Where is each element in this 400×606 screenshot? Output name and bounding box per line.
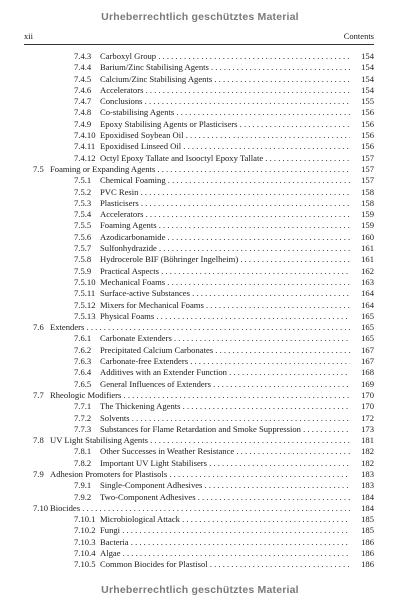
toc-subsection-entry <box>24 537 374 548</box>
toc-entry-number: 7.6.2 <box>74 344 92 355</box>
toc-entry-number: 7.7.3 <box>74 423 92 434</box>
toc-entry-page: 173 <box>361 423 374 434</box>
toc-entry-title: Calcium/Zinc Stabilising Agents . . . <box>100 74 350 85</box>
toc-entry-title: Co-stabilising Agents . . . <box>100 107 350 118</box>
toc-entry-page: 183 <box>361 480 374 491</box>
toc-entry-title: Biocides . . . <box>50 503 350 514</box>
toc-entry-number: 7.6.5 <box>74 378 92 389</box>
page-header <box>24 31 374 41</box>
toc-entry-page: 154 <box>361 84 374 95</box>
toc-entry-page: 165 <box>361 322 374 333</box>
header-rule <box>24 44 374 45</box>
toc-entry-page: 154 <box>361 62 374 73</box>
toc-entry-page: 158 <box>361 186 374 197</box>
toc-entry-page: 156 <box>361 130 374 141</box>
toc-entry-title: Physical Foams . . . <box>100 311 350 322</box>
toc-entry-title: Accelerators . . . <box>100 209 350 220</box>
toc-entry-title: Adhesion Promoters for Plastisols . . . <box>50 469 350 480</box>
toc-subsection-entry <box>24 119 374 130</box>
toc-entry-title: Conclusions . . . <box>100 96 350 107</box>
toc-entry-number: 7.4.9 <box>74 118 92 129</box>
toc-entry-title: Barium/Zinc Stabilising Agents . . . <box>100 62 350 73</box>
toc-entry-number: 7.10.2 <box>74 525 96 536</box>
toc-entry-page: 155 <box>361 96 374 107</box>
toc-entry-title: PVC Resin . . . <box>100 187 350 198</box>
toc-subsection-entry <box>24 345 374 356</box>
toc-entry-page: 157 <box>361 175 374 186</box>
toc-entry-page: 161 <box>361 243 374 254</box>
toc-section-entry <box>24 435 374 446</box>
toc-subsection-entry <box>24 74 374 85</box>
toc-subsection-entry <box>24 220 374 231</box>
toc-entry-title: Common Biocides for Plastisol . . . <box>100 559 350 570</box>
toc-entry-page: 186 <box>361 559 374 570</box>
toc-entry-number: 7.5 <box>33 163 44 174</box>
toc-entry-title: Two-Component Adhesives . . . <box>100 492 350 503</box>
toc-subsection-entry <box>24 413 374 424</box>
toc-entry-title: Important UV Light Stabilisers . . . <box>100 458 350 469</box>
toc-entry-title: UV Light Stabilising Agents . . . <box>50 435 350 446</box>
toc-entry-title: Epoxy Stabilising Agents or Plasticisers . . . <box>100 119 350 130</box>
toc-section-entry <box>24 322 374 333</box>
toc-entry-number: 7.4.4 <box>74 62 92 73</box>
toc-entry-number: 7.8.2 <box>74 457 92 468</box>
toc-entry-number: 7.9.2 <box>74 491 92 502</box>
toc-subsection-entry <box>24 243 374 254</box>
toc-entry-number: 7.4.6 <box>74 84 92 95</box>
toc-subsection-entry <box>24 401 374 412</box>
toc-entry-title: Practical Aspects . . . <box>100 266 350 277</box>
toc-entry-number: 7.4.7 <box>74 96 92 107</box>
toc-subsection-entry <box>24 266 374 277</box>
toc-entry-number: 7.4.8 <box>74 107 92 118</box>
toc-entry-page: 164 <box>361 299 374 310</box>
toc-entry-title: Single-Component Adhesives . . . <box>100 480 350 491</box>
page-number: xii <box>24 31 33 41</box>
toc-entry-number: 7.10.1 <box>74 514 96 525</box>
toc-entry-title: The Thickening Agents . . . <box>100 401 350 412</box>
toc-entry-title: Precipitated Calcium Carbonates . . . <box>100 345 350 356</box>
toc-entry-page: 186 <box>361 548 374 559</box>
toc-entry-number: 7.5.12 <box>74 299 96 310</box>
toc-subsection-entry <box>24 548 374 559</box>
toc-entry-title: Chemical Foaming . . . <box>100 175 350 186</box>
toc-entry-title: Rheologic Modifiers . . . <box>50 390 350 401</box>
running-title: Contents <box>343 31 374 41</box>
toc-subsection-entry <box>24 300 374 311</box>
toc-entry-title: Epoxidised Linseed Oil . . . <box>100 141 350 152</box>
toc-entry-page: 168 <box>361 367 374 378</box>
toc-entry-page: 167 <box>361 356 374 367</box>
toc-entry-title: Other Successes in Weather Resistance . . . <box>100 446 350 457</box>
toc-subsection-entry <box>24 198 374 209</box>
toc-entry-number: 7.5.1 <box>74 175 92 186</box>
toc-entry-page: 186 <box>361 536 374 547</box>
toc-entry-title: Mixers for Mechanical Foams . . . <box>100 300 350 311</box>
toc-entry-number: 7.5.11 <box>74 288 96 299</box>
toc-entry-number: 7.6.3 <box>74 356 92 367</box>
toc-entry-page: 158 <box>361 197 374 208</box>
toc-subsection-entry <box>24 446 374 457</box>
toc-entry-page: 169 <box>361 378 374 389</box>
toc-entry-page: 165 <box>361 310 374 321</box>
toc-entry-page: 182 <box>361 457 374 468</box>
toc-entry-number: 7.6.1 <box>74 333 92 344</box>
toc-entry-number: 7.4.11 <box>74 141 96 152</box>
toc-subsection-entry <box>24 333 374 344</box>
toc-entry-number: 7.5.6 <box>74 231 92 242</box>
toc-entry-page: 181 <box>361 435 374 446</box>
toc-subsection-entry <box>24 62 374 73</box>
toc-entry-number: 7.7.2 <box>74 412 92 423</box>
toc-subsection-entry <box>24 232 374 243</box>
toc-entry-title: Fungi . . . <box>100 525 350 536</box>
toc-entry-title: Solvents . . . <box>100 413 350 424</box>
toc-entry-title: Plasticisers . . . <box>100 198 350 209</box>
toc-entry-number: 7.7.1 <box>74 401 92 412</box>
toc-entry-title: Algae . . . <box>100 548 350 559</box>
toc-entry-page: 154 <box>361 73 374 84</box>
toc-entry-title: Foaming or Expanding Agents . . . <box>50 164 350 175</box>
toc-subsection-entry <box>24 379 374 390</box>
toc-entry-title: General Influences of Extenders . . . <box>100 379 350 390</box>
toc-entry-number: 7.9 <box>33 468 44 479</box>
watermark-bottom: Urheberrechtlich geschütztes Material <box>101 584 299 596</box>
toc-entry-number: 7.4.5 <box>74 73 92 84</box>
toc-entry-page: 183 <box>361 468 374 479</box>
toc-subsection-entry <box>24 85 374 96</box>
table-of-contents <box>24 51 374 571</box>
toc-entry-page: 154 <box>361 51 374 61</box>
toc-entry-title: Microbiological Attack . . . <box>100 514 350 525</box>
toc-entry-title: Hydrocerole BIF (Böhringer Ingelheim) . . . <box>100 254 350 265</box>
toc-subsection-entry <box>24 288 374 299</box>
toc-entry-page: 170 <box>361 401 374 412</box>
toc-entry-title: Carboxyl Group . . . <box>100 51 350 62</box>
toc-entry-title: Sulfonhydrazide . . . <box>100 243 350 254</box>
toc-entry-number: 7.5.9 <box>74 265 92 276</box>
toc-entry-number: 7.5.2 <box>74 186 92 197</box>
toc-entry-number: 7.5.5 <box>74 220 92 231</box>
toc-entry-number: 7.10.4 <box>74 548 96 559</box>
toc-entry-number: 7.5.3 <box>74 197 92 208</box>
toc-entry-title: Additives with an Extender Function . . . <box>100 367 350 378</box>
toc-entry-page: 184 <box>361 502 374 513</box>
toc-subsection-entry <box>24 367 374 378</box>
toc-entry-number: 7.4.3 <box>74 51 92 61</box>
toc-entry-number: 7.5.8 <box>74 254 92 265</box>
toc-entry-title: Carbonate Extenders . . . <box>100 333 350 344</box>
toc-entry-page: 157 <box>361 152 374 163</box>
toc-subsection-entry <box>24 107 374 118</box>
toc-section-entry <box>24 164 374 175</box>
watermark-top: Urheberrechtlich geschütztes Material <box>101 11 299 23</box>
toc-entry-number: 7.7 <box>33 389 44 400</box>
toc-subsection-entry <box>24 514 374 525</box>
toc-entry-title: Octyl Epoxy Tallate and Isooctyl Epoxy Tallate . . . <box>100 153 350 164</box>
toc-subsection-entry <box>24 356 374 367</box>
toc-subsection-entry <box>24 187 374 198</box>
toc-entry-number: 7.4.10 <box>74 130 96 141</box>
toc-entry-page: 156 <box>361 107 374 118</box>
toc-entry-page: 182 <box>361 446 374 457</box>
toc-subsection-entry <box>24 492 374 503</box>
toc-entry-page: 156 <box>361 118 374 129</box>
toc-entry-page: 184 <box>361 491 374 502</box>
toc-subsection-entry <box>24 480 374 491</box>
toc-section-entry <box>24 469 374 480</box>
toc-entry-page: 159 <box>361 209 374 220</box>
toc-subsection-entry <box>24 209 374 220</box>
toc-entry-number: 7.10 <box>33 502 49 513</box>
toc-entry-page: 167 <box>361 344 374 355</box>
toc-subsection-entry <box>24 559 374 570</box>
toc-entry-title: Mechanical Foams . . . <box>100 277 350 288</box>
toc-entry-title: Carbonate-free Extenders . . . <box>100 356 350 367</box>
toc-subsection-entry <box>24 254 374 265</box>
toc-entry-number: 7.6 <box>33 322 44 333</box>
toc-subsection-entry <box>24 130 374 141</box>
toc-subsection-entry <box>24 51 374 62</box>
toc-subsection-entry <box>24 153 374 164</box>
toc-entry-number: 7.10.5 <box>74 559 96 570</box>
toc-subsection-entry <box>24 277 374 288</box>
toc-entry-number: 7.8 <box>33 435 44 446</box>
toc-entry-page: 163 <box>361 276 374 287</box>
toc-subsection-entry <box>24 525 374 536</box>
toc-entry-page: 159 <box>361 220 374 231</box>
toc-entry-number: 7.4.12 <box>74 152 96 163</box>
toc-section-entry <box>24 503 374 514</box>
toc-entry-number: 7.5.13 <box>74 310 96 321</box>
toc-entry-page: 157 <box>361 163 374 174</box>
toc-entry-number: 7.5.10 <box>74 276 96 287</box>
toc-entry-number: 7.5.4 <box>74 209 92 220</box>
toc-entry-page: 162 <box>361 265 374 276</box>
toc-entry-title: Accelerators . . . <box>100 85 350 96</box>
toc-entry-title: Extenders . . . <box>50 322 350 333</box>
toc-entry-page: 156 <box>361 141 374 152</box>
toc-subsection-entry <box>24 311 374 322</box>
toc-entry-title: Azodicarbonamide . . . <box>100 232 350 243</box>
toc-entry-page: 170 <box>361 389 374 400</box>
toc-entry-number: 7.5.7 <box>74 243 92 254</box>
toc-entry-title: Substances for Flame Retardation and Smoke Suppression . . . <box>100 424 350 435</box>
toc-entry-page: 160 <box>361 231 374 242</box>
toc-entry-number: 7.8.1 <box>74 446 92 457</box>
toc-entry-title: Foaming Agents . . . <box>100 220 350 231</box>
toc-entry-number: 7.10.3 <box>74 536 96 547</box>
toc-entry-page: 172 <box>361 412 374 423</box>
toc-entry-page: 164 <box>361 288 374 299</box>
toc-subsection-entry <box>24 96 374 107</box>
toc-section-entry <box>24 390 374 401</box>
toc-entry-page: 165 <box>361 333 374 344</box>
toc-entry-page: 161 <box>361 254 374 265</box>
toc-subsection-entry <box>24 424 374 435</box>
toc-entry-number: 7.6.4 <box>74 367 92 378</box>
toc-entry-number: 7.9.1 <box>74 480 92 491</box>
toc-subsection-entry <box>24 175 374 186</box>
toc-entry-page: 185 <box>361 514 374 525</box>
toc-subsection-entry <box>24 141 374 152</box>
toc-entry-title: Bacteria . . . <box>100 537 350 548</box>
toc-entry-title: Surface-active Substances . . . <box>100 288 350 299</box>
toc-subsection-entry <box>24 458 374 469</box>
toc-entry-title: Epoxidised Soybean Oil . . . <box>100 130 350 141</box>
toc-entry-page: 185 <box>361 525 374 536</box>
